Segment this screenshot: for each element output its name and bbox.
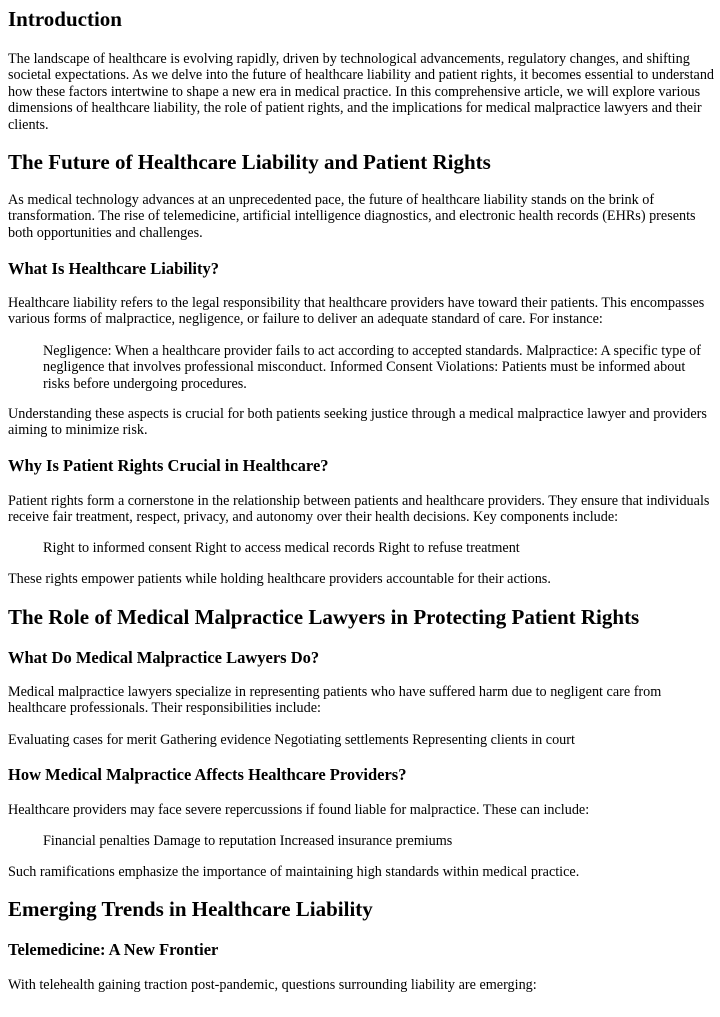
patient-rights-list: Right to informed consent Right to access medical records Right to refuse treatment — [43, 540, 520, 556]
emerging-trends-heading: Emerging Trends in Healthcare Liability — [8, 897, 373, 921]
what-is-liability-heading: What Is Healthcare Liability? — [8, 259, 219, 278]
telemedicine-heading: Telemedicine: A New Frontier — [8, 940, 219, 959]
telemedicine-paragraph: With telehealth gaining traction post-pandemic, questions surrounding liability are emerging: — [8, 977, 537, 993]
malpractice-affects-heading: How Medical Malpractice Affects Healthcare Providers? — [8, 765, 407, 784]
future-paragraph: As medical technology advances at an unprecedented pace, the future of healthcare liability stands on the brink of transformation. The rise of telemedicine, artificial intelligence diagnostics, and electronic health records (EHRs) presents both opportunities and challenges. — [8, 192, 696, 241]
why-patient-rights-paragraph: Patient rights form a cornerstone in the relationship between patients and healthcare providers. They ensure that individuals receive fair treatment, respect, privacy, and autonomy over their health decisions. Key components include: — [8, 493, 710, 526]
what-lawyers-do-heading: What Do Medical Malpractice Lawyers Do? — [8, 648, 320, 667]
what-is-liability-paragraph: Healthcare liability refers to the legal responsibility that healthcare providers have toward their patients. This encompasses various forms of malpractice, negligence, or failure to deliver an adequate standard of care. For instance: — [8, 295, 705, 328]
intro-heading: Introduction — [8, 7, 122, 31]
intro-paragraph: The landscape of healthcare is evolving rapidly, driven by technological advancements, regulatory changes, and shifting societal expectations. As we delve into the future of healthcare liability and patient rights, it becomes essential to understand how these factors intertwine to shape a new era in medical practice. In this comprehensive article, we will explore various dimensions of healthcare liability, the role of patient rights, and the implications for medical malpractice lawyers and their clients. — [8, 51, 715, 133]
ramifications-paragraph: Such ramifications emphasize the importance of maintaining high standards within medical practice. — [8, 864, 580, 880]
patient-rights-empower-paragraph: These rights empower patients while holding healthcare providers accountable for their actions. — [8, 571, 551, 587]
why-patient-rights-heading: Why Is Patient Rights Crucial in Healthcare? — [8, 456, 329, 475]
role-of-lawyers-heading: The Role of Medical Malpractice Lawyers in Protecting Patient Rights — [8, 605, 640, 629]
malpractice-affects-paragraph: Healthcare providers may face severe repercussions if found liable for malpractice. These can include: — [8, 802, 590, 818]
future-heading: The Future of Healthcare Liability and Patient Rights — [8, 150, 491, 174]
repercussions-list: Financial penalties Damage to reputation Increased insurance premiums — [43, 833, 453, 849]
what-lawyers-do-paragraph: Medical malpractice lawyers specialize in representing patients who have suffered harm due to negligent care from healthcare professionals. Their responsibilities include: — [8, 684, 662, 717]
liability-types-list: Negligence: When a healthcare provider fails to act according to accepted standards. Malpractice: A specific type of negligence that involves professional misconduct. Informed Consent Violations: Patients must be informed about risks before undergoing procedures. — [43, 343, 701, 392]
liability-understanding-paragraph: Understanding these aspects is crucial for both patients seeking justice through a medical malpractice lawyer and providers aiming to minimize risk. — [8, 406, 707, 439]
lawyer-responsibilities-list: Evaluating cases for merit Gathering evidence Negotiating settlements Representing clients in court — [8, 732, 575, 748]
